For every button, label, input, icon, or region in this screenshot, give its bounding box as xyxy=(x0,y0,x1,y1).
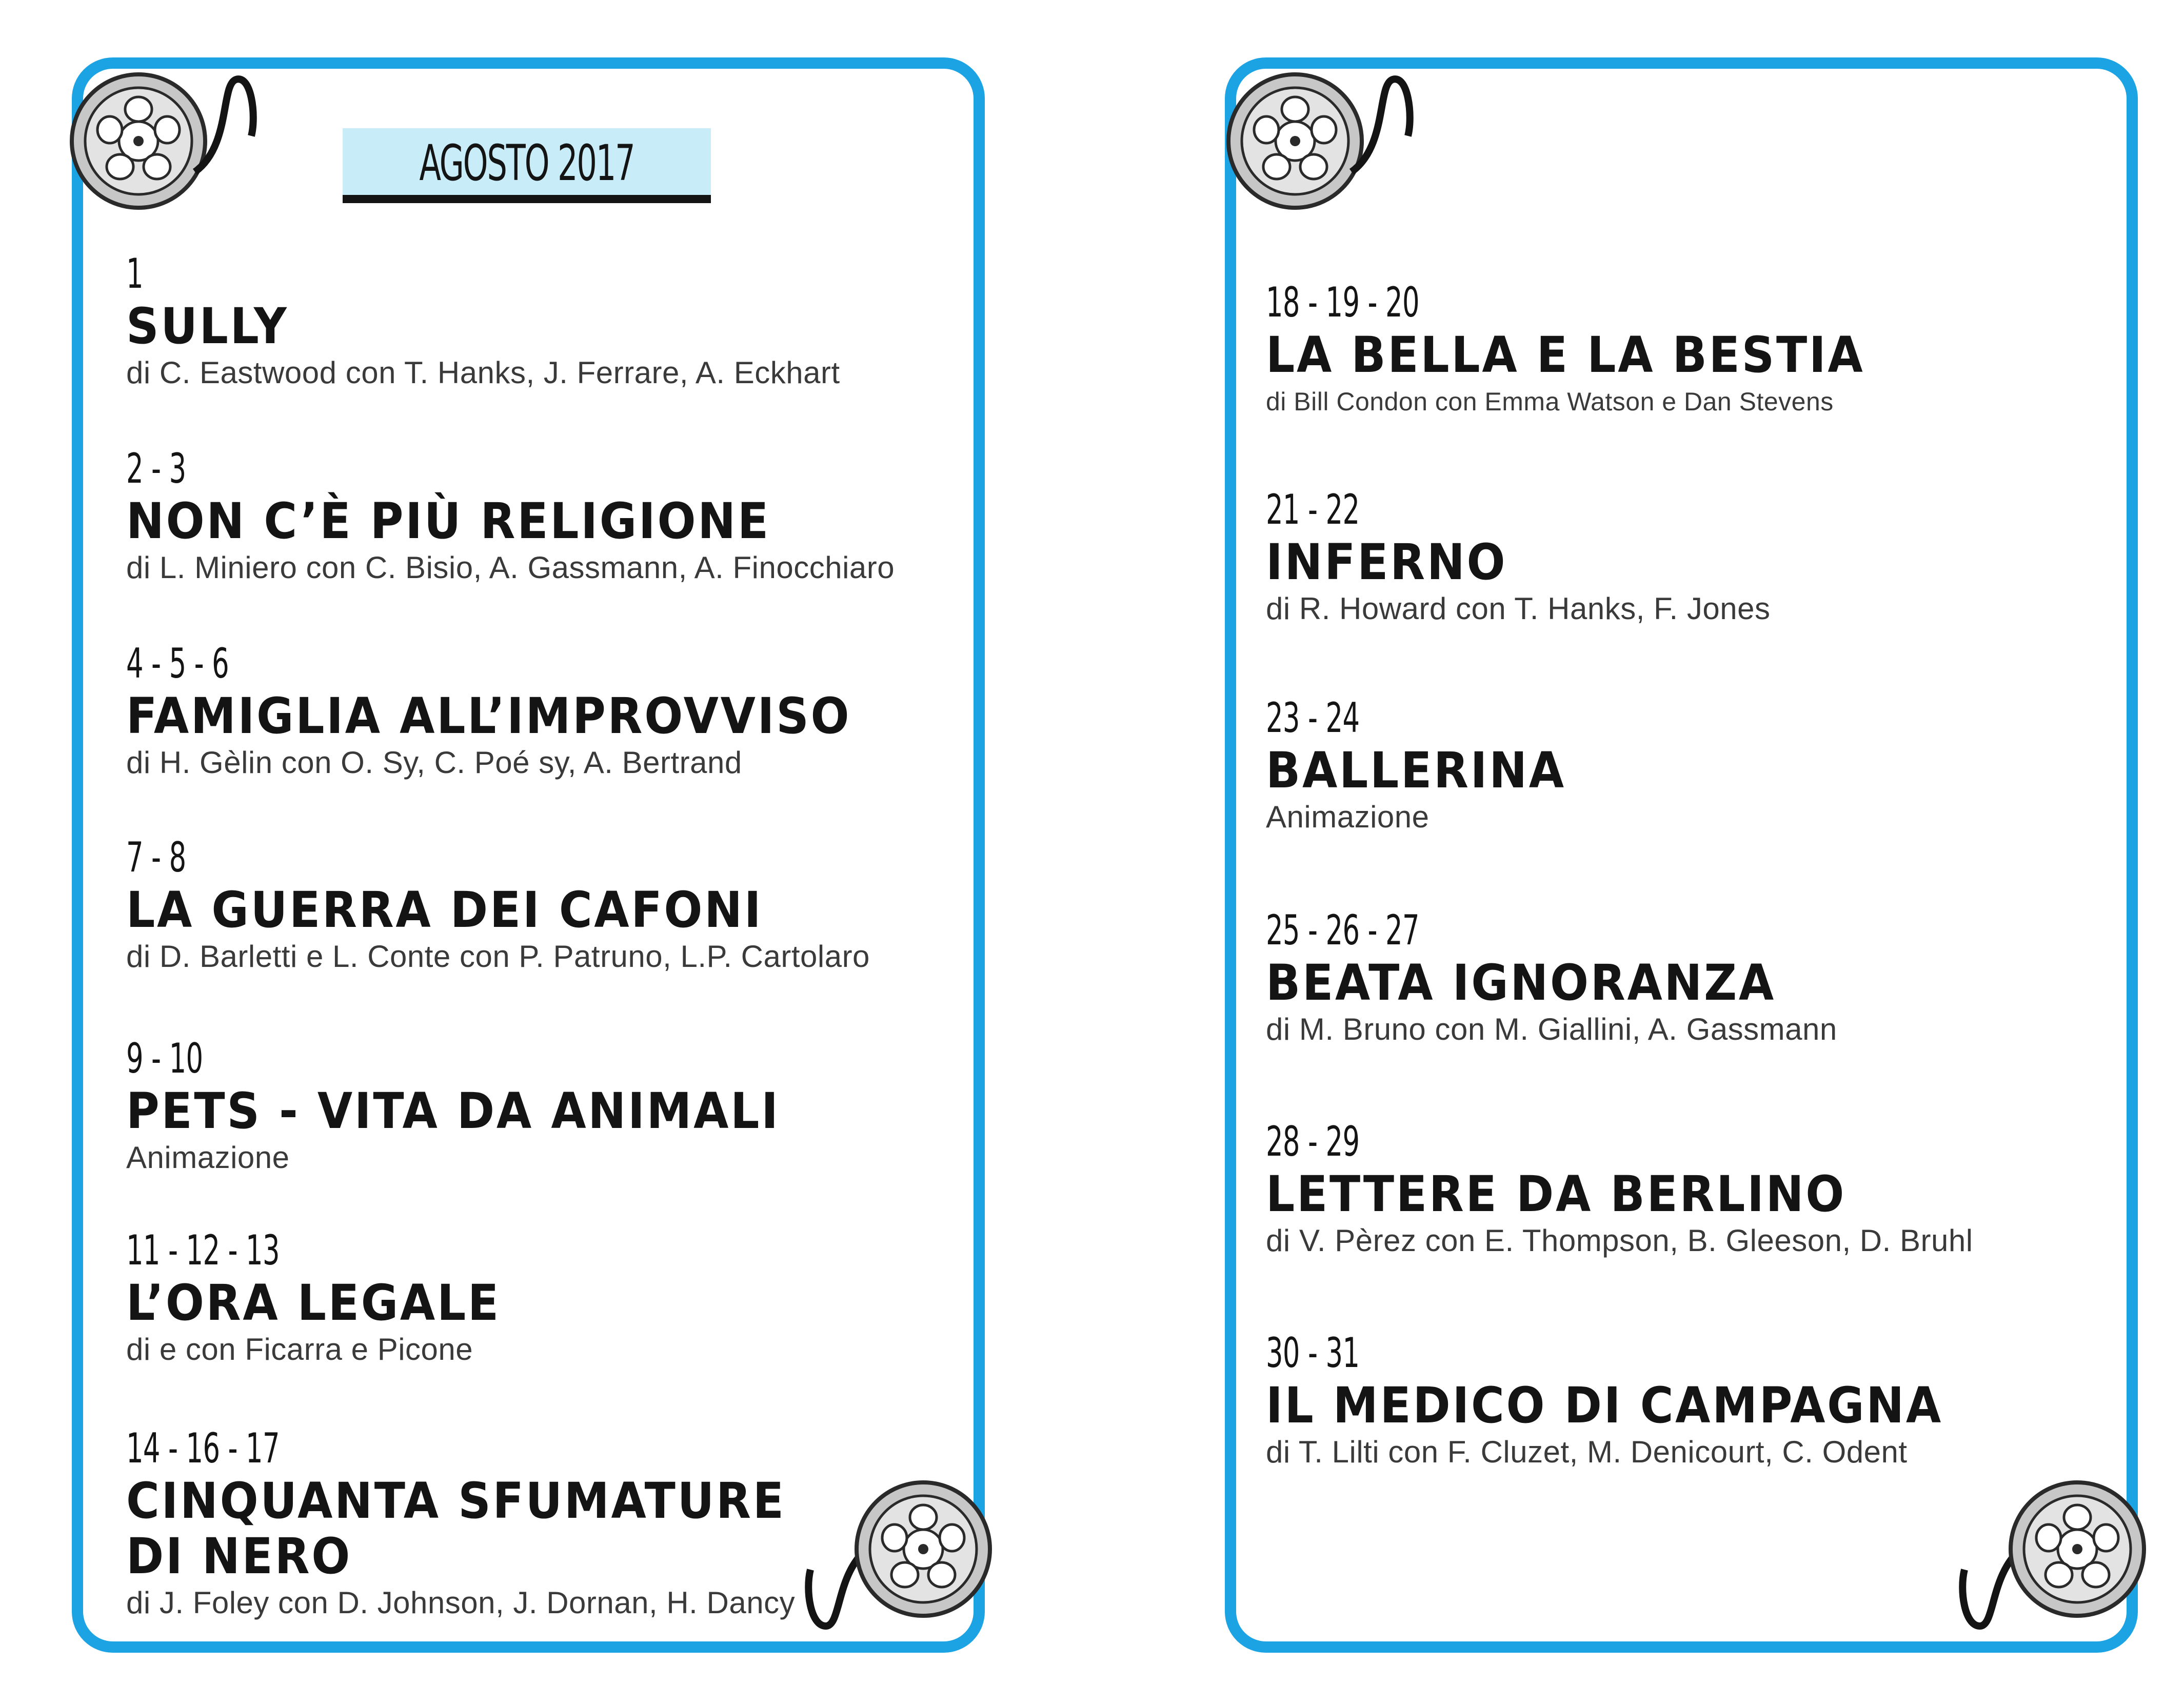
film-reel-icon xyxy=(67,54,282,249)
film-title: LETTERE DA BERLINO xyxy=(1266,1165,1846,1223)
film-entry xyxy=(126,640,947,781)
film-title: BALLERINA xyxy=(1266,742,1566,799)
film-date: 30 - 31 xyxy=(1266,1329,1360,1377)
film-credits: Animazione xyxy=(1266,800,1429,834)
month-title: AGOSTO 2017 xyxy=(419,134,634,192)
film-title: NON C’È PIÙ RELIGIONE xyxy=(126,492,770,550)
film-date: 7 - 8 xyxy=(126,834,186,881)
film-title: CINQUANTA SFUMATURE xyxy=(126,1472,786,1530)
film-credits: di L. Miniero con C. Bisio, A. Gassmann, A. Finocchiaro xyxy=(126,550,895,585)
film-credits: di Bill Condon con Emma Watson e Dan Stevens xyxy=(1266,387,1834,416)
film-entry xyxy=(126,1035,947,1176)
film-credits: di T. Lilti con F. Cluzet, M. Denicourt, C. Odent xyxy=(1266,1435,1908,1469)
film-date: 18 - 19 - 20 xyxy=(1266,279,1419,326)
film-entry xyxy=(126,1425,947,1621)
film-entry xyxy=(1266,907,2087,1047)
film-title: LA BELLA E LA BESTIA xyxy=(1266,326,1865,384)
film-entry xyxy=(1266,1118,2087,1259)
month-header xyxy=(343,128,711,203)
film-credits: di M. Bruno con M. Giallini, A. Gassmann xyxy=(1266,1012,1837,1046)
film-title: LA GUERRA DEI CAFONI xyxy=(126,881,763,939)
film-credits: di R. Howard con T. Hanks, F. Jones xyxy=(1266,591,1771,626)
film-title: IL MEDICO DI CAMPAGNA xyxy=(1266,1377,1943,1434)
film-title: INFERNO xyxy=(1266,533,1507,591)
film-reel-icon xyxy=(1939,1472,2154,1657)
film-credits: Animazione xyxy=(126,1140,290,1175)
film-entry xyxy=(1266,279,2087,420)
film-title: BEATA IGNORANZA xyxy=(1266,954,1776,1012)
film-date: 14 - 16 - 17 xyxy=(126,1424,280,1472)
film-title: PETS - VITA DA ANIMALI xyxy=(126,1082,780,1140)
film-entry xyxy=(126,834,947,975)
film-date: 21 - 22 xyxy=(1266,486,1360,533)
film-entry xyxy=(126,1227,947,1368)
film-reel-icon xyxy=(1223,54,1439,249)
film-entry xyxy=(126,250,947,391)
film-credits: di e con Ficarra e Picone xyxy=(126,1332,473,1366)
film-date: 9 - 10 xyxy=(126,1035,203,1082)
film-entry xyxy=(1266,1330,2087,1470)
film-entry xyxy=(126,445,947,586)
film-title: SULLY xyxy=(126,298,289,355)
film-credits: di C. Eastwood con T. Hanks, J. Ferrare, A. Eckhart xyxy=(126,355,840,390)
film-date: 25 - 26 - 27 xyxy=(1266,906,1419,954)
film-date: 28 - 29 xyxy=(1266,1118,1360,1165)
film-date: 11 - 12 - 13 xyxy=(126,1226,280,1274)
film-entry xyxy=(1266,486,2087,627)
film-credits: di D. Barletti e L. Conte con P. Patruno, L.P. Cartolaro xyxy=(126,939,870,974)
film-date: 4 - 5 - 6 xyxy=(126,640,229,687)
film-date: 1 xyxy=(126,250,143,298)
film-title-line-2: DI NERO xyxy=(126,1528,352,1585)
film-date: 2 - 3 xyxy=(126,445,186,492)
film-credits: di H. Gèlin con O. Sy, C. Poé sy, A. Bertrand xyxy=(126,745,742,780)
film-credits: di J. Foley con D. Johnson, J. Dornan, H. Dancy xyxy=(126,1586,796,1620)
film-entry xyxy=(1266,695,2087,835)
film-credits: di V. Pèrez con E. Thompson, B. Gleeson, D. Bruhl xyxy=(1266,1223,1973,1258)
film-date: 23 - 24 xyxy=(1266,694,1360,742)
film-title: L’ORA LEGALE xyxy=(126,1274,501,1332)
film-title: FAMIGLIA ALL’IMPROVVISO xyxy=(126,687,851,745)
